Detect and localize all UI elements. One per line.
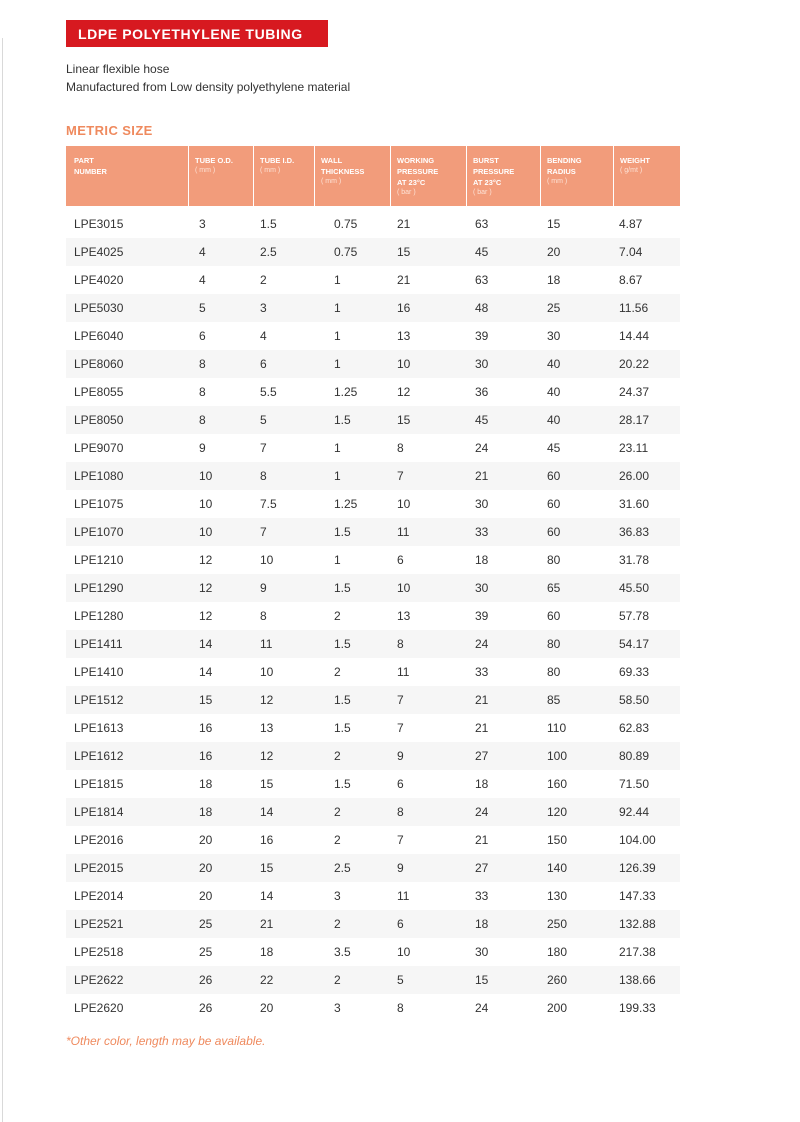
wall-thickness-cell: 2: [334, 833, 341, 847]
table-row: [66, 350, 680, 378]
weight-cell: 54.17: [619, 637, 650, 651]
tube-id-cell: 5: [260, 413, 267, 427]
part-number-cell: LPE1280: [74, 609, 124, 623]
burst-pressure-cell: 36: [475, 385, 489, 399]
tube-id-cell: 7: [260, 441, 267, 455]
bending-radius-cell: 18: [547, 273, 561, 287]
burst-pressure-cell: 45: [475, 245, 489, 259]
wall-thickness-cell: 3: [334, 889, 341, 903]
tube-id-cell: 6: [260, 357, 267, 371]
description-line-2: Manufactured from Low density polyethylene material: [66, 80, 351, 94]
column-header-label: BURST PRESSURE AT 23°C: [473, 156, 515, 187]
table-row: [66, 546, 680, 574]
tube-od-cell: 25: [199, 917, 213, 931]
working-pressure-cell: 10: [397, 357, 411, 371]
burst-pressure-cell: 21: [475, 833, 489, 847]
table-row: [66, 882, 680, 910]
page-title: LDPE POLYETHYLENE TUBING: [66, 20, 328, 47]
working-pressure-cell: 11: [397, 665, 410, 679]
tube-od-cell: 6: [199, 329, 206, 343]
tube-od-cell: 12: [199, 553, 213, 567]
column-header-label: TUBE I.D.: [260, 156, 295, 165]
tube-id-cell: 14: [260, 805, 274, 819]
wall-thickness-cell: 1: [334, 469, 341, 483]
burst-pressure-cell: 24: [475, 805, 489, 819]
working-pressure-cell: 10: [397, 581, 411, 595]
bending-radius-cell: 160: [547, 777, 568, 791]
weight-cell: 23.11: [619, 441, 649, 455]
part-number-cell: LPE2518: [74, 945, 124, 959]
tube-od-cell: 8: [199, 413, 206, 427]
weight-cell: 4.87: [619, 217, 643, 231]
tube-od-cell: 25: [199, 945, 213, 959]
table-row: [66, 770, 680, 798]
burst-pressure-cell: 27: [475, 749, 489, 763]
burst-pressure-cell: 63: [475, 273, 489, 287]
table-row: [66, 266, 680, 294]
tube-od-cell: 8: [199, 357, 206, 371]
wall-thickness-cell: 1.5: [334, 693, 351, 707]
tube-id-cell: 2: [260, 273, 267, 287]
tube-id-cell: 13: [260, 721, 274, 735]
wall-thickness-cell: 1: [334, 329, 341, 343]
column-header-unit: ( g/mt ): [620, 167, 643, 174]
part-number-cell: LPE8055: [74, 385, 124, 399]
working-pressure-cell: 7: [397, 833, 404, 847]
working-pressure-cell: 9: [397, 749, 404, 763]
working-pressure-cell: 12: [397, 385, 411, 399]
bending-radius-cell: 25: [547, 301, 561, 315]
column-header-label: PART NUMBER: [74, 156, 107, 176]
table-row: [66, 238, 680, 266]
table-row: [66, 378, 680, 406]
column-header-unit: ( mm ): [260, 167, 281, 174]
part-number-cell: LPE1814: [74, 805, 124, 819]
tube-id-cell: 1.5: [260, 217, 277, 231]
wall-thickness-cell: 0.75: [334, 217, 358, 231]
weight-cell: 69.33: [619, 665, 650, 679]
wall-thickness-cell: 3.5: [334, 945, 351, 959]
description-line-1: Linear flexible hose: [66, 62, 170, 76]
working-pressure-cell: 6: [397, 777, 404, 791]
part-number-cell: LPE1290: [74, 581, 124, 595]
tube-id-cell: 9: [260, 581, 267, 595]
wall-thickness-cell: 1: [334, 553, 341, 567]
section-title: METRIC SIZE: [66, 123, 153, 138]
burst-pressure-cell: 39: [475, 329, 489, 343]
weight-cell: 26.00: [619, 469, 650, 483]
part-number-cell: LPE1075: [74, 497, 124, 511]
working-pressure-cell: 8: [397, 637, 404, 651]
working-pressure-cell: 7: [397, 693, 404, 707]
table-row: [66, 826, 680, 854]
weight-cell: 80.89: [619, 749, 650, 763]
part-number-cell: LPE4025: [74, 245, 124, 259]
tube-id-cell: 14: [260, 889, 274, 903]
burst-pressure-cell: 63: [475, 217, 489, 231]
burst-pressure-cell: 21: [475, 693, 489, 707]
table-row: [66, 938, 680, 966]
weight-cell: 132.88: [619, 917, 656, 931]
tube-od-cell: 8: [199, 385, 206, 399]
bending-radius-cell: 45: [547, 441, 561, 455]
tube-od-cell: 9: [199, 441, 206, 455]
table-row: [66, 406, 680, 434]
burst-pressure-cell: 33: [475, 889, 489, 903]
wall-thickness-cell: 1: [334, 441, 341, 455]
wall-thickness-cell: 2.5: [334, 861, 351, 875]
tube-id-cell: 18: [260, 945, 274, 959]
weight-cell: 92.44: [619, 805, 650, 819]
bending-radius-cell: 200: [547, 1001, 568, 1015]
bending-radius-cell: 60: [547, 525, 561, 539]
bending-radius-cell: 80: [547, 553, 561, 567]
tube-id-cell: 12: [260, 749, 274, 763]
wall-thickness-cell: 1: [334, 273, 341, 287]
wall-thickness-cell: 1.5: [334, 413, 351, 427]
burst-pressure-cell: 48: [475, 301, 489, 315]
working-pressure-cell: 21: [397, 273, 411, 287]
weight-cell: 11.56: [619, 301, 649, 315]
bending-radius-cell: 40: [547, 357, 561, 371]
part-number-cell: LPE2521: [74, 917, 124, 931]
burst-pressure-cell: 30: [475, 581, 489, 595]
working-pressure-cell: 9: [397, 861, 404, 875]
tube-id-cell: 11: [260, 637, 273, 651]
table-row: [66, 798, 680, 826]
table-row: [66, 210, 680, 238]
table-header: [66, 146, 680, 206]
wall-thickness-cell: 1.5: [334, 581, 351, 595]
column-header-burst-pressure: [466, 146, 540, 206]
table-row: [66, 966, 680, 994]
wall-thickness-cell: 2: [334, 749, 341, 763]
tube-od-cell: 26: [199, 973, 213, 987]
bending-radius-cell: 260: [547, 973, 568, 987]
part-number-cell: LPE5030: [74, 301, 124, 315]
burst-pressure-cell: 24: [475, 441, 489, 455]
weight-cell: 199.33: [619, 1001, 656, 1015]
tube-od-cell: 14: [199, 665, 213, 679]
tube-id-cell: 8: [260, 609, 267, 623]
working-pressure-cell: 21: [397, 217, 411, 231]
wall-thickness-cell: 2: [334, 917, 341, 931]
wall-thickness-cell: 1.5: [334, 777, 351, 791]
table-row: [66, 518, 680, 546]
weight-cell: 28.17: [619, 413, 650, 427]
part-number-cell: LPE1815: [74, 777, 124, 791]
table-row: [66, 630, 680, 658]
part-number-cell: LPE4020: [74, 273, 124, 287]
wall-thickness-cell: 2: [334, 609, 341, 623]
bending-radius-cell: 85: [547, 693, 561, 707]
table-body: [66, 210, 680, 1022]
column-header-label: WALL THICKNESS: [321, 156, 365, 176]
column-header-label: TUBE O.D.: [195, 156, 233, 165]
table-row: [66, 322, 680, 350]
column-header-unit: ( mm ): [195, 167, 216, 174]
working-pressure-cell: 15: [397, 245, 411, 259]
column-header-unit: ( mm ): [321, 178, 342, 185]
tube-od-cell: 18: [199, 805, 213, 819]
wall-thickness-cell: 2: [334, 665, 341, 679]
bending-radius-cell: 120: [547, 805, 568, 819]
weight-cell: 31.60: [619, 497, 650, 511]
tube-id-cell: 16: [260, 833, 274, 847]
tube-id-cell: 12: [260, 693, 274, 707]
weight-cell: 36.83: [619, 525, 650, 539]
tube-id-cell: 3: [260, 301, 267, 315]
tube-od-cell: 4: [199, 245, 206, 259]
table-row: [66, 434, 680, 462]
table-row: [66, 994, 680, 1022]
weight-cell: 58.50: [619, 693, 650, 707]
working-pressure-cell: 8: [397, 441, 404, 455]
tube-od-cell: 10: [199, 469, 213, 483]
working-pressure-cell: 6: [397, 553, 404, 567]
wall-thickness-cell: 0.75: [334, 245, 358, 259]
bending-radius-cell: 80: [547, 665, 561, 679]
burst-pressure-cell: 30: [475, 357, 489, 371]
weight-cell: 45.50: [619, 581, 650, 595]
tube-od-cell: 20: [199, 861, 213, 875]
part-number-cell: LPE8050: [74, 413, 124, 427]
tube-id-cell: 2.5: [260, 245, 277, 259]
bending-radius-cell: 180: [547, 945, 568, 959]
tube-od-cell: 5: [199, 301, 206, 315]
tube-od-cell: 12: [199, 581, 213, 595]
column-header-unit: ( mm ): [547, 178, 568, 185]
tube-id-cell: 7: [260, 525, 267, 539]
wall-thickness-cell: 1.5: [334, 637, 351, 651]
footnote: *Other color, length may be available.: [66, 1034, 266, 1048]
part-number-cell: LPE2620: [74, 1001, 124, 1015]
bending-radius-cell: 15: [547, 217, 561, 231]
column-header-weight: [613, 146, 680, 206]
table-row: [66, 742, 680, 770]
tube-id-cell: 4: [260, 329, 267, 343]
column-header-part-number: [66, 146, 188, 206]
burst-pressure-cell: 39: [475, 609, 489, 623]
bending-radius-cell: 80: [547, 637, 561, 651]
tube-id-cell: 10: [260, 553, 274, 567]
wall-thickness-cell: 1: [334, 357, 341, 371]
part-number-cell: LPE1410: [74, 665, 124, 679]
burst-pressure-cell: 24: [475, 1001, 489, 1015]
bending-radius-cell: 110: [547, 721, 567, 735]
part-number-cell: LPE1210: [74, 553, 124, 567]
wall-thickness-cell: 1.25: [334, 385, 358, 399]
working-pressure-cell: 13: [397, 609, 411, 623]
column-header-wall-thickness: [314, 146, 390, 206]
column-header-unit: ( bar ): [473, 189, 492, 196]
working-pressure-cell: 10: [397, 497, 411, 511]
part-number-cell: LPE2014: [74, 889, 124, 903]
working-pressure-cell: 7: [397, 721, 404, 735]
working-pressure-cell: 13: [397, 329, 411, 343]
tube-id-cell: 5.5: [260, 385, 277, 399]
weight-cell: 138.66: [619, 973, 656, 987]
burst-pressure-cell: 45: [475, 413, 489, 427]
burst-pressure-cell: 18: [475, 917, 489, 931]
burst-pressure-cell: 27: [475, 861, 489, 875]
part-number-cell: LPE2015: [74, 861, 124, 875]
tube-id-cell: 8: [260, 469, 267, 483]
weight-cell: 217.38: [619, 945, 656, 959]
wall-thickness-cell: 2: [334, 805, 341, 819]
weight-cell: 57.78: [619, 609, 650, 623]
weight-cell: 24.37: [619, 385, 650, 399]
table-row: [66, 910, 680, 938]
column-header-label: BENDING RADIUS: [547, 156, 582, 176]
bending-radius-cell: 250: [547, 917, 568, 931]
column-header-label: WEIGHT: [620, 156, 650, 165]
wall-thickness-cell: 1: [334, 301, 341, 315]
working-pressure-cell: 6: [397, 917, 404, 931]
part-number-cell: LPE1080: [74, 469, 124, 483]
part-number-cell: LPE6040: [74, 329, 124, 343]
column-header-working-pressure: [390, 146, 466, 206]
weight-cell: 147.33: [619, 889, 656, 903]
tube-od-cell: 4: [199, 273, 206, 287]
table-row: [66, 658, 680, 686]
column-header-tube-id: [253, 146, 314, 206]
tube-id-cell: 22: [260, 973, 274, 987]
tube-id-cell: 20: [260, 1001, 274, 1015]
burst-pressure-cell: 24: [475, 637, 489, 651]
tube-od-cell: 15: [199, 693, 213, 707]
tube-od-cell: 16: [199, 721, 213, 735]
weight-cell: 14.44: [619, 329, 650, 343]
working-pressure-cell: 16: [397, 301, 411, 315]
tube-od-cell: 3: [199, 217, 206, 231]
part-number-cell: LPE1512: [74, 693, 124, 707]
tube-id-cell: 21: [260, 917, 274, 931]
column-header-tube-od: [188, 146, 253, 206]
burst-pressure-cell: 21: [475, 469, 489, 483]
burst-pressure-cell: 21: [475, 721, 489, 735]
table-row: [66, 490, 680, 518]
tube-id-cell: 15: [260, 777, 274, 791]
burst-pressure-cell: 18: [475, 553, 489, 567]
page-edge-line: [2, 38, 3, 1122]
table-row: [66, 686, 680, 714]
burst-pressure-cell: 30: [475, 497, 489, 511]
column-header-bending-radius: [540, 146, 613, 206]
part-number-cell: LPE1070: [74, 525, 124, 539]
tube-od-cell: 10: [199, 497, 213, 511]
part-number-cell: LPE1411: [74, 637, 123, 651]
bending-radius-cell: 60: [547, 497, 561, 511]
bending-radius-cell: 140: [547, 861, 568, 875]
working-pressure-cell: 11: [397, 525, 410, 539]
part-number-cell: LPE3015: [74, 217, 124, 231]
tube-od-cell: 20: [199, 833, 213, 847]
part-number-cell: LPE1613: [74, 721, 124, 735]
part-number-cell: LPE2622: [74, 973, 124, 987]
wall-thickness-cell: 3: [334, 1001, 341, 1015]
table-row: [66, 294, 680, 322]
table-row: [66, 854, 680, 882]
working-pressure-cell: 11: [397, 889, 410, 903]
weight-cell: 71.50: [619, 777, 650, 791]
tube-od-cell: 16: [199, 749, 213, 763]
weight-cell: 8.67: [619, 273, 643, 287]
table-row: [66, 714, 680, 742]
tube-id-cell: 15: [260, 861, 274, 875]
burst-pressure-cell: 18: [475, 777, 489, 791]
working-pressure-cell: 8: [397, 805, 404, 819]
tube-id-cell: 7.5: [260, 497, 277, 511]
bending-radius-cell: 60: [547, 609, 561, 623]
table-row: [66, 574, 680, 602]
bending-radius-cell: 65: [547, 581, 561, 595]
weight-cell: 104.00: [619, 833, 656, 847]
tube-od-cell: 12: [199, 609, 213, 623]
burst-pressure-cell: 33: [475, 665, 489, 679]
working-pressure-cell: 8: [397, 1001, 404, 1015]
bending-radius-cell: 130: [547, 889, 568, 903]
part-number-cell: LPE2016: [74, 833, 124, 847]
bending-radius-cell: 40: [547, 385, 561, 399]
working-pressure-cell: 7: [397, 469, 404, 483]
bending-radius-cell: 150: [547, 833, 568, 847]
bending-radius-cell: 60: [547, 469, 561, 483]
tube-od-cell: 20: [199, 889, 213, 903]
weight-cell: 20.22: [619, 357, 650, 371]
burst-pressure-cell: 30: [475, 945, 489, 959]
column-header-unit: ( bar ): [397, 189, 416, 196]
weight-cell: 126.39: [619, 861, 656, 875]
part-number-cell: LPE8060: [74, 357, 124, 371]
table-row: [66, 462, 680, 490]
bending-radius-cell: 40: [547, 413, 561, 427]
wall-thickness-cell: 1.25: [334, 497, 358, 511]
wall-thickness-cell: 1.5: [334, 721, 351, 735]
tube-id-cell: 10: [260, 665, 274, 679]
working-pressure-cell: 15: [397, 413, 411, 427]
weight-cell: 62.83: [619, 721, 650, 735]
working-pressure-cell: 10: [397, 945, 411, 959]
wall-thickness-cell: 1.5: [334, 525, 351, 539]
working-pressure-cell: 5: [397, 973, 404, 987]
part-number-cell: LPE9070: [74, 441, 124, 455]
weight-cell: 7.04: [619, 245, 643, 259]
tube-od-cell: 18: [199, 777, 213, 791]
tube-od-cell: 10: [199, 525, 213, 539]
wall-thickness-cell: 2: [334, 973, 341, 987]
burst-pressure-cell: 33: [475, 525, 489, 539]
tube-od-cell: 14: [199, 637, 213, 651]
tube-od-cell: 26: [199, 1001, 213, 1015]
bending-radius-cell: 100: [547, 749, 568, 763]
weight-cell: 31.78: [619, 553, 650, 567]
table-row: [66, 602, 680, 630]
column-header-label: WORKING PRESSURE AT 23°C: [397, 156, 439, 187]
bending-radius-cell: 20: [547, 245, 561, 259]
bending-radius-cell: 30: [547, 329, 561, 343]
burst-pressure-cell: 15: [475, 973, 489, 987]
part-number-cell: LPE1612: [74, 749, 124, 763]
